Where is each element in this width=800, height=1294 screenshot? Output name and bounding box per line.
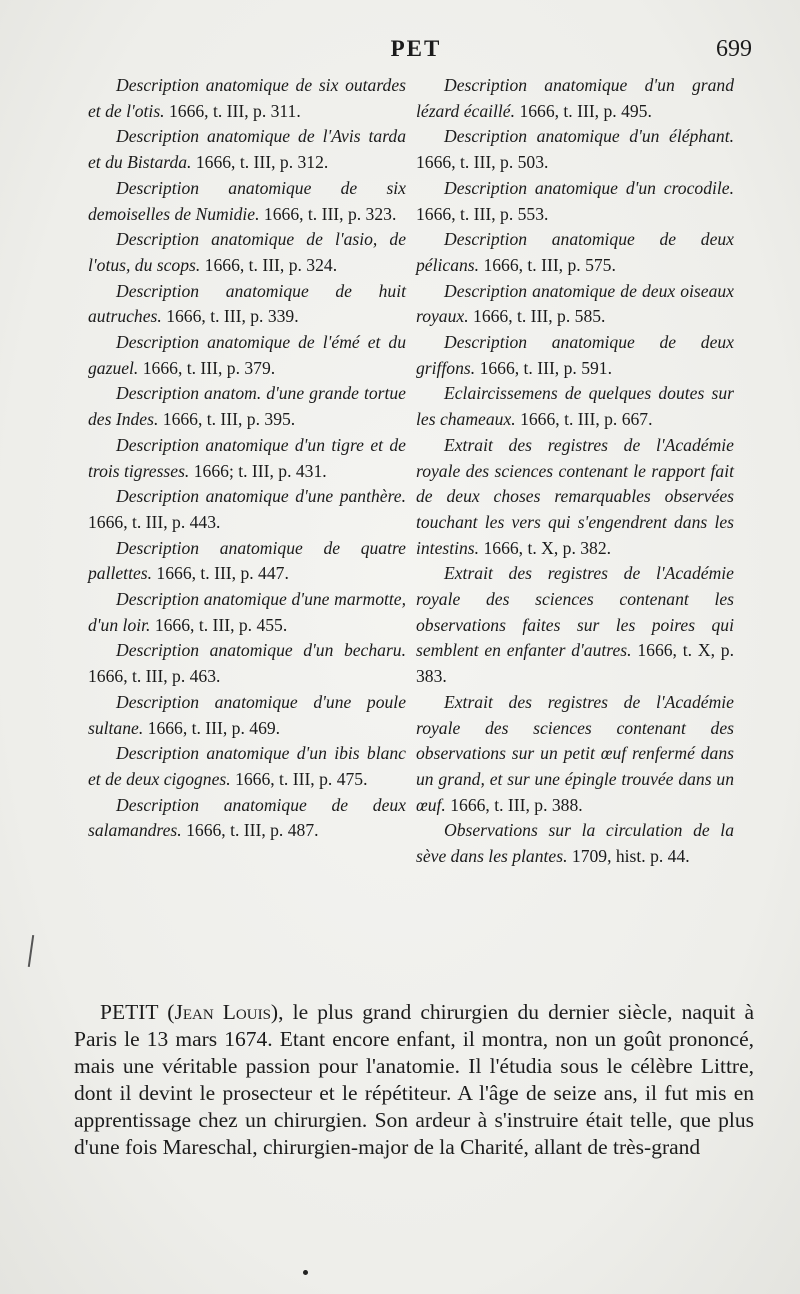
bibliography-entry (88, 638, 406, 689)
bibliography-entry (88, 279, 406, 330)
entry-title: Description anatomique de huit autruches. (88, 280, 406, 327)
entry-title: Description anatomique d'une poule sultane. (88, 691, 406, 738)
running-header (80, 36, 752, 70)
subject-given-name: (Jean Louis) (167, 1000, 279, 1024)
entry-title: Description anatomique de six outardes et de l'otis. (88, 75, 406, 121)
bibliography-entry (416, 433, 734, 562)
margin-pencil-mark (28, 935, 34, 967)
bibliography-entry (416, 227, 734, 278)
entry-title: Description anatomique de l'émé et du gazuel. (88, 332, 406, 378)
bibliography-entry (416, 381, 734, 432)
bibliography-entry (88, 381, 406, 432)
entry-title: Description anatomique de quatre pallettes. (88, 537, 406, 584)
bibliography-entry (88, 433, 406, 484)
entry-title: Description anatomique de l'Avis tarda et du Bistarda. (88, 126, 406, 173)
bibliography-entry (416, 176, 734, 227)
entry-reference: 1666, t. X, p. 382. (483, 537, 612, 558)
entry-title: Description anatomique d'une marmotte, d'un loir. (88, 589, 406, 635)
entry-title: Extrait des registres de l'Académie royale des sciences contenant des observations sur un petit œuf renfermé dans un grand, et sur une épingle trouvée dans un œuf. (416, 691, 734, 815)
bibliography-entry (416, 124, 734, 175)
entry-title: Description anatomique de deux salamandres. (88, 794, 406, 841)
running-title: PET (390, 36, 442, 61)
biography-paragraph (74, 999, 754, 1160)
bibliography-entry (416, 818, 734, 869)
entry-title: Description anatom. d'une grande tortue des Indes. (88, 383, 406, 430)
page-dot-mark (303, 1270, 308, 1275)
entry-reference: 1666, t. III, p. 443. (88, 511, 221, 532)
bibliography-entry (88, 587, 406, 638)
bibliography-entry (88, 793, 406, 844)
entry-title: Description anatomique d'un ibis blanc et de deux cigognes. (88, 743, 406, 789)
entry-title: Description anatomique d'un grand lézard écaillé. (416, 75, 734, 121)
bibliography-entry (88, 227, 406, 278)
right-column (416, 73, 734, 870)
entry-reference: 1666, t. III, p. 475. (235, 768, 368, 789)
entry-reference: 1666, t. III, p. 311. (168, 100, 301, 121)
entry-reference: 1666, t. III, p. 575. (483, 254, 616, 275)
entry-reference: 1666, t. III, p. 388. (450, 794, 583, 815)
page-number: 699 (716, 36, 752, 62)
entry-title: Description anatomique d'un crocodile. (444, 177, 734, 198)
bibliography-entry (88, 690, 406, 741)
bibliography-entry (88, 484, 406, 535)
entry-reference: 1666, t. III, p. 503. (416, 152, 549, 173)
entry-reference: 1666, t. III, p. 455. (154, 614, 288, 635)
entry-title: Description anatomique de l'asio, de l'otus, du scops. (88, 229, 406, 275)
bibliography-entry (88, 330, 406, 381)
bibliography-entry (416, 73, 734, 124)
entry-reference: 1666, t. III, p. 324. (204, 254, 338, 275)
entry-reference: 1666, t. III, p. 487. (186, 820, 319, 841)
entry-reference: 1666, t. III, p. 469. (147, 717, 281, 738)
entry-reference: 1666, t. III, p. 667. (520, 409, 653, 430)
bibliography-entry (88, 176, 406, 227)
entry-reference: 1666, t. III, p. 323. (263, 203, 397, 224)
bibliography-entry (88, 124, 406, 175)
entry-reference: 1666; t. III, p. 431. (193, 460, 327, 481)
subject-name: PETIT (100, 1000, 159, 1024)
entry-reference: 1666, t. III, p. 495. (519, 100, 652, 121)
entry-reference: 1666, t. III, p. 585. (473, 306, 606, 327)
entry-title: Description anatomique d'un becharu. (116, 640, 406, 661)
entry-title: Description anatomique de deux griffons. (416, 332, 734, 378)
bibliography-entry (88, 741, 406, 792)
entry-reference: 1666, t. III, p. 553. (416, 203, 549, 224)
entry-title: Description anatomique de six demoiselles de Numidie. (88, 177, 406, 224)
bibliography-entry (416, 561, 734, 690)
entry-title: Eclaircissemens de quelques doutes sur les chameaux. (416, 383, 734, 430)
entry-title: Description anatomique d'un tigre et de trois tigresses. (88, 434, 406, 481)
entry-reference: 1666, t. X, p. 383. (416, 640, 734, 687)
entry-reference: 1666, t. III, p. 463. (88, 666, 221, 687)
entry-reference: 1666, t. III, p. 379. (142, 357, 276, 378)
entry-reference: 1666, t. III, p. 447. (156, 563, 289, 584)
entry-title: Description anatomique de deux oiseaux royaux. (416, 280, 734, 327)
entry-reference: 1666, t. III, p. 591. (479, 357, 612, 378)
left-column (88, 73, 406, 844)
entry-reference: 1666, t. III, p. 395. (162, 409, 296, 430)
entry-reference: 1666, t. III, p. 312. (195, 152, 329, 173)
bibliography-entry (416, 279, 734, 330)
entry-title: Extrait des registres de l'Académie royale des sciences contenant les observations faites sur les poires qui semblent en enfanter d'autres. (416, 563, 734, 661)
entry-title: Description anatomique d'un éléphant. (444, 126, 734, 147)
entry-title: Description anatomique de deux pélicans. (416, 229, 734, 275)
bibliography-entry (416, 690, 734, 819)
entry-reference: 1666, t. III, p. 339. (166, 306, 299, 327)
bibliography-entry (416, 330, 734, 381)
paragraph-text: , le plus grand chirurgien du dernier siècle, naquit à Paris le 13 mars 1674. Etant encore enfant, il montra, non un goût prononcé, mais une véritable passion pour l'anatomie. Il l'étudia sous le célèbre Littre, dont il devint le prosecteur et le répétiteur. A l'âge de seize ans, il fut mis en apprentissage chez un chirurgien. Son ardeur à s'instruire était telle, que plus d'une fois Mareschal, chirurgien-major de la Charité, allant de très-grand (74, 1000, 755, 1159)
entry-title: Observations sur la circulation de la sève dans les plantes. (416, 820, 734, 867)
bibliography-entry (88, 73, 406, 124)
entry-title: Extrait des registres de l'Académie royale des sciences contenant le rapport fait de deux choses remarquables observées touchant les vers qui s'engendrent dans les intestins. (416, 434, 734, 558)
entry-reference: 1709, hist. p. 44. (571, 846, 690, 867)
entry-title: Description anatomique d'une panthère. (116, 486, 406, 507)
bibliography-entry (88, 536, 406, 587)
